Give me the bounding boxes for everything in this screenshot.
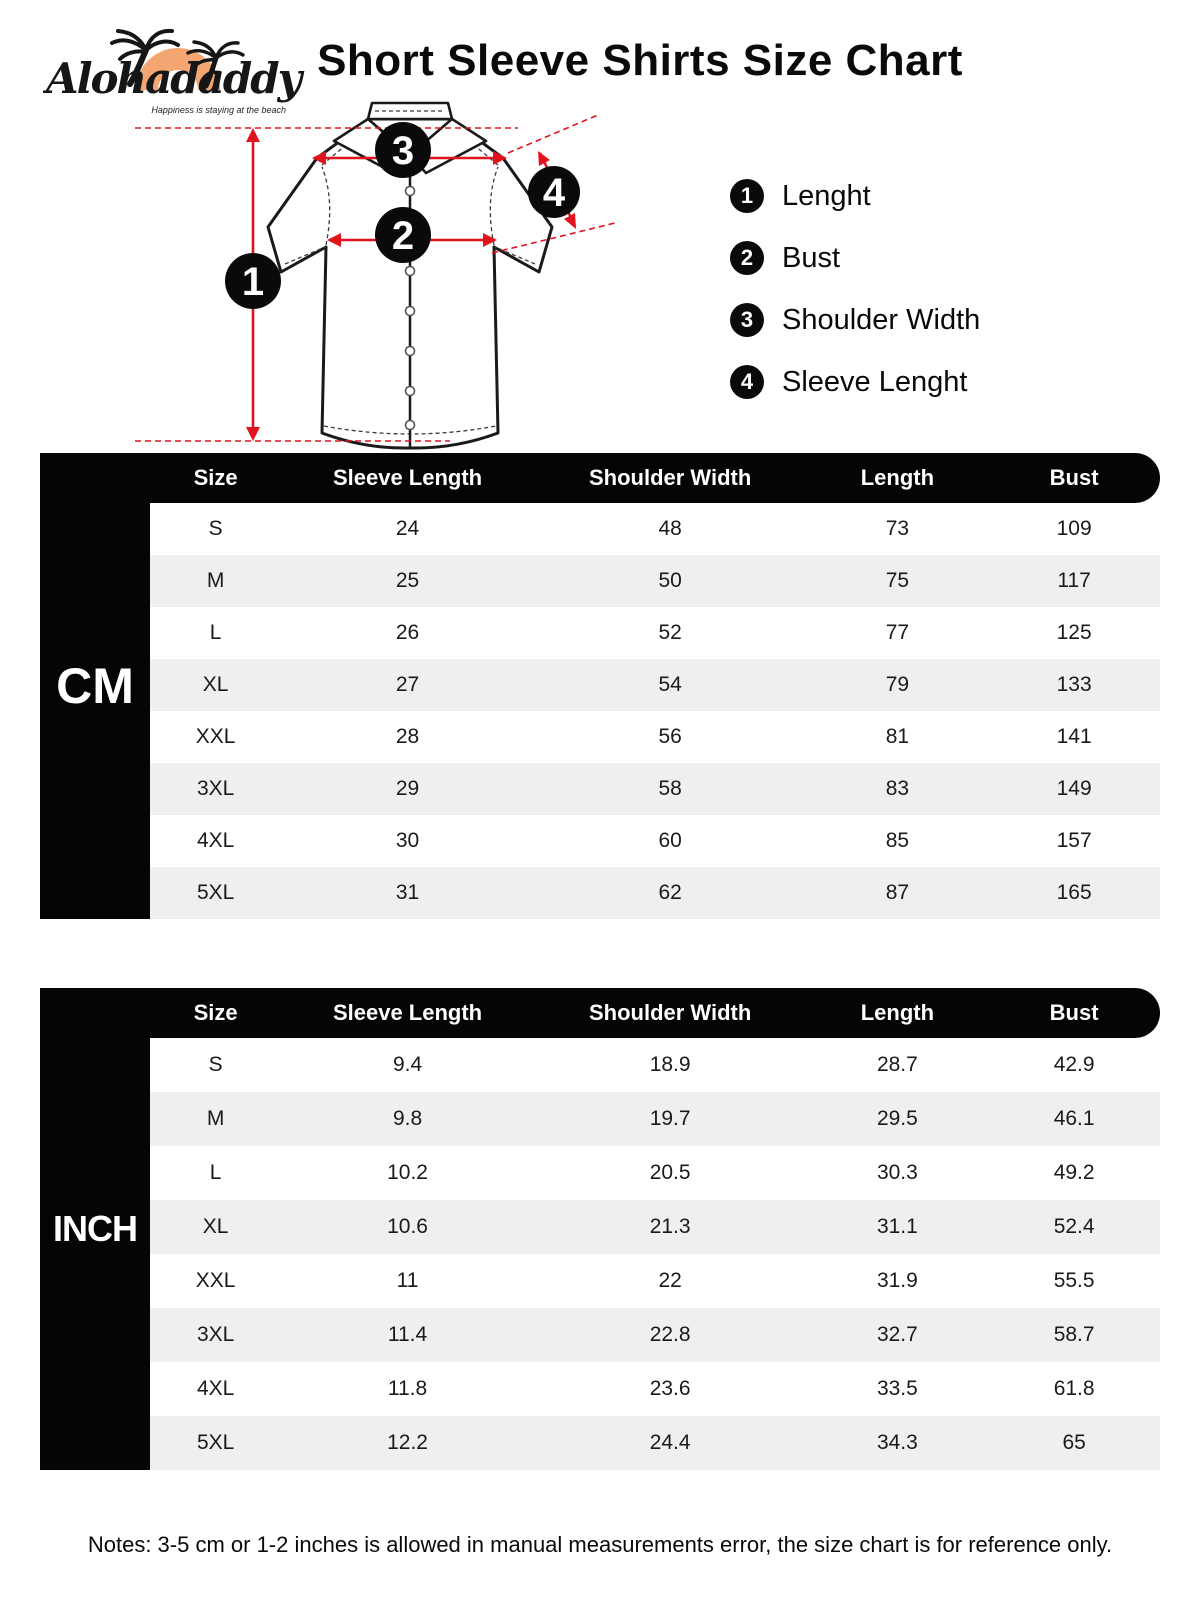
svg-text:2: 2 — [391, 214, 415, 258]
row-value: 28 — [395, 725, 420, 748]
row-value: 65 — [1062, 1431, 1086, 1454]
row-value: 20.5 — [649, 1161, 691, 1184]
header-cell: Size — [193, 1000, 238, 1025]
header-cell: Shoulder Width — [588, 465, 752, 490]
row-value: 77 — [885, 621, 910, 644]
table-row — [150, 815, 1160, 867]
row-value: 54 — [658, 673, 682, 696]
brand-name: Alohadaddy — [45, 54, 301, 103]
legend-number-badge: 1 — [730, 179, 764, 213]
row-value: 87 — [885, 881, 910, 904]
legend-item — [730, 364, 980, 400]
row-size: M — [206, 569, 225, 592]
row-value: 50 — [658, 569, 682, 592]
table-row — [150, 1146, 1160, 1200]
row-value: 24 — [395, 517, 420, 540]
row-value: 60 — [658, 829, 682, 852]
row-value: 85 — [885, 829, 910, 852]
page-title: Short Sleeve Shirts Size Chart — [317, 36, 963, 85]
table-row — [150, 555, 1160, 607]
table-unit-label: INCH — [40, 988, 150, 1470]
row-value: 11.8 — [387, 1377, 428, 1400]
legend-number-badge: 2 — [730, 241, 764, 275]
svg-text:4: 4 — [542, 171, 566, 215]
table-header — [150, 988, 1160, 1038]
row-value: 10.2 — [387, 1161, 428, 1184]
row-value: 18.9 — [649, 1053, 691, 1076]
row-value: 11 — [396, 1269, 419, 1292]
row-value: 12.2 — [387, 1431, 428, 1454]
table-row — [150, 1416, 1160, 1470]
row-value: 46.1 — [1053, 1107, 1095, 1130]
header-cell: Bust — [1049, 1000, 1099, 1025]
row-value: 31.9 — [876, 1269, 918, 1292]
row-value: 31 — [395, 881, 420, 904]
row-value: 58.7 — [1053, 1323, 1095, 1346]
row-size: XXL — [195, 1269, 236, 1292]
row-value: 73 — [885, 517, 910, 540]
row-value: 29.5 — [876, 1107, 918, 1130]
header-cell: Shoulder Width — [588, 1000, 752, 1025]
row-value: 125 — [1056, 621, 1092, 644]
header-cell: Length — [860, 1000, 935, 1025]
row-value: 23.6 — [649, 1377, 691, 1400]
row-value: 52.4 — [1053, 1215, 1095, 1238]
row-value: 141 — [1056, 725, 1092, 748]
table-row — [150, 1254, 1160, 1308]
table-header — [150, 453, 1160, 503]
table-row — [150, 711, 1160, 763]
row-value: 42.9 — [1053, 1053, 1095, 1076]
row-size: XL — [202, 673, 229, 696]
table-row — [150, 659, 1160, 711]
row-size: 4XL — [196, 829, 235, 852]
table-row — [150, 607, 1160, 659]
row-value: 31.1 — [876, 1215, 918, 1238]
row-value: 49.2 — [1053, 1161, 1095, 1184]
row-value: 30.3 — [876, 1161, 918, 1184]
table-row — [150, 1038, 1160, 1092]
legend-number-badge: 4 — [730, 365, 764, 399]
footer-note: Notes: 3-5 cm or 1-2 inches is allowed in manual measurements error, the size chart is for reference only. — [87, 1532, 1113, 1557]
row-value: 29 — [395, 777, 420, 800]
row-size: 4XL — [196, 1377, 235, 1400]
row-value: 33.5 — [876, 1377, 918, 1400]
row-value: 10.6 — [387, 1215, 428, 1238]
svg-text:3: 3 — [391, 129, 415, 173]
legend-number-badge: 3 — [730, 303, 764, 337]
row-value: 83 — [885, 777, 910, 800]
row-value: 19.7 — [649, 1107, 691, 1130]
row-size: L — [209, 621, 222, 644]
row-value: 109 — [1056, 517, 1092, 540]
row-size: 3XL — [196, 1323, 235, 1346]
header-cell: Size — [193, 465, 238, 490]
legend-item — [730, 302, 980, 338]
legend-item — [730, 240, 980, 276]
row-size: 3XL — [196, 777, 235, 800]
row-value: 22.8 — [649, 1323, 691, 1346]
size-table-inch — [40, 988, 1160, 1470]
legend-label: Shoulder Width — [782, 303, 981, 336]
row-value: 32.7 — [876, 1323, 918, 1346]
row-value: 30 — [395, 829, 420, 852]
row-value: 75 — [885, 569, 910, 592]
row-value: 11.4 — [387, 1323, 428, 1346]
table-row — [150, 763, 1160, 815]
measurement-legend — [730, 178, 980, 426]
header-cell: Sleeve Length — [332, 1000, 483, 1025]
row-size: XL — [202, 1215, 229, 1238]
row-value: 28.7 — [876, 1053, 918, 1076]
row-value: 149 — [1056, 777, 1092, 800]
row-value: 48 — [658, 517, 682, 540]
row-value: 9.8 — [392, 1107, 423, 1130]
row-value: 34.3 — [876, 1431, 918, 1454]
size-table-cm — [40, 453, 1160, 919]
svg-text:1: 1 — [241, 260, 265, 304]
table-row — [150, 867, 1160, 919]
row-size: 5XL — [196, 1431, 235, 1454]
table-row — [150, 1308, 1160, 1362]
row-value: 79 — [885, 673, 910, 696]
header-cell: Sleeve Length — [332, 465, 483, 490]
row-value: 21.3 — [649, 1215, 691, 1238]
brand-tagline: Happiness is staying at the beach — [151, 105, 286, 115]
row-value: 22 — [658, 1269, 682, 1292]
header-cell: Bust — [1049, 465, 1099, 490]
row-value: 58 — [658, 777, 682, 800]
row-size: L — [209, 1161, 222, 1184]
row-value: 25 — [395, 569, 420, 592]
row-value: 61.8 — [1053, 1377, 1095, 1400]
row-size: S — [208, 517, 223, 540]
legend-label: Bust — [782, 241, 841, 274]
row-size: XXL — [195, 725, 236, 748]
row-value: 165 — [1056, 881, 1092, 904]
row-value: 52 — [658, 621, 682, 644]
table-row — [150, 1362, 1160, 1416]
row-value: 26 — [395, 621, 420, 644]
legend-item — [730, 178, 980, 214]
row-size: 5XL — [196, 881, 235, 904]
row-value: 55.5 — [1053, 1269, 1095, 1292]
table-unit-label: CM — [40, 453, 150, 919]
shirt-diagram — [120, 95, 620, 455]
row-size: M — [206, 1107, 225, 1130]
row-value: 81 — [885, 725, 910, 748]
row-value: 117 — [1057, 569, 1091, 592]
table-row — [150, 1200, 1160, 1254]
row-value: 24.4 — [649, 1431, 691, 1454]
table-row — [150, 503, 1160, 555]
row-value: 27 — [395, 673, 420, 696]
legend-label: Lenght — [782, 179, 871, 212]
row-value: 133 — [1056, 673, 1092, 696]
row-size: S — [208, 1053, 223, 1076]
legend-label: Sleeve Lenght — [782, 365, 968, 398]
table-row — [150, 1092, 1160, 1146]
header-cell: Length — [860, 465, 935, 490]
row-value: 62 — [658, 881, 682, 904]
row-value: 56 — [658, 725, 682, 748]
row-value: 9.4 — [392, 1053, 423, 1076]
row-value: 157 — [1056, 829, 1092, 852]
